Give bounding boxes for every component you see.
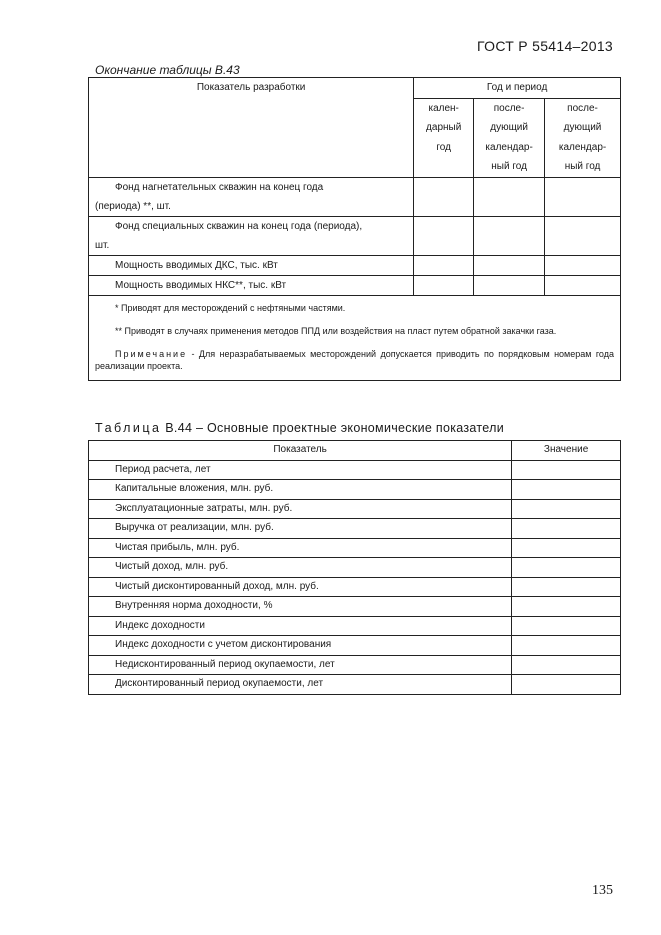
column-header-indicator: Показатель [89,441,512,461]
row-label: Мощность вводимых НКС**, тыс. кВт [89,275,414,295]
note: Примечание - Для неразрабатываемых месторождений допускается приводить по порядковым номерам года реализации проекта. [95,348,614,371]
table-row: Индекс доходности с учетом дисконтирования [89,636,621,656]
column-header-indicator: Показатель разработки [89,78,414,178]
table-row [89,177,621,216]
column-header-year-period: Год и период [414,78,621,99]
table-43-notes [89,295,621,380]
subheader-calendar-year: кален- дарный год [414,98,474,177]
table-row [89,275,621,295]
table-43 [88,77,621,381]
table-row: Чистый дисконтированный доход, млн. руб. [89,577,621,597]
table-row: Период расчета, лет [89,460,621,480]
table-row: Индекс доходности [89,616,621,636]
table-43-caption: Окончание таблицы В.43 [95,63,240,77]
table-row: Дисконтированный период окупаемости, лет [89,675,621,695]
table-row: Выручка от реализации, млн. руб. [89,519,621,539]
table-row [89,255,621,275]
column-header-value: Значение [512,441,621,461]
subheader-next-calendar-year-1: после- дующий календар- ный год [474,98,545,177]
row-label: Фонд нагнетательных скважин на конец года (периода) **, шт. [89,177,414,216]
table-row: Недисконтированный период окупаемости, лет [89,655,621,675]
table-row: Чистый доход, млн. руб. [89,558,621,578]
row-label: Фонд специальных скважин на конец года (периода), шт. [89,216,414,255]
table-row: Внутренняя норма доходности, % [89,597,621,617]
page-number: 135 [592,883,613,898]
table-44 [88,440,621,695]
document-code: ГОСТ Р 55414–2013 [477,38,613,54]
footnote-1: * Приводят для месторождений с нефтяными частями. [115,302,346,313]
table-row: Чистая прибыль, млн. руб. [89,538,621,558]
table-44-caption: Таблица В.44 – Основные проектные экономические показатели [95,421,504,435]
footnote-2: ** Приводят в случаях применения методов ППД или воздействия на пласт путем обратной закачки газа. [115,325,557,336]
table-row: Эксплуатационные затраты, млн. руб. [89,499,621,519]
subheader-next-calendar-year-2: после- дующий календар- ный год [545,98,621,177]
row-label: Мощность вводимых ДКС, тыс. кВт [89,255,414,275]
table-row: Капитальные вложения, млн. руб. [89,480,621,500]
table-row [89,216,621,255]
